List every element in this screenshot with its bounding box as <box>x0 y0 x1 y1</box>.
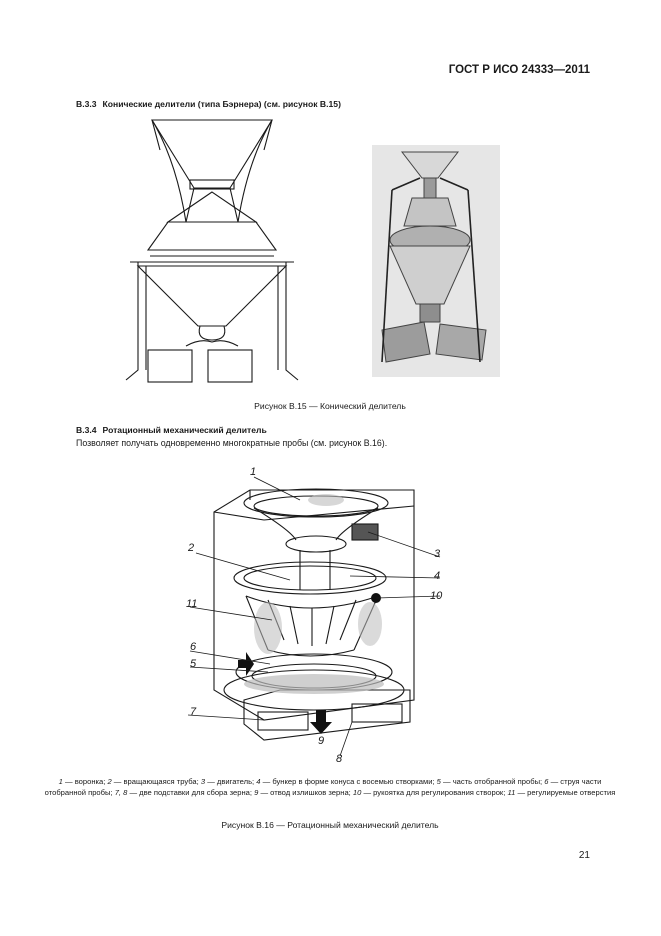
figure-b15-caption: Рисунок В.15 — Конический делитель <box>254 401 406 411</box>
legend-item <box>254 788 353 797</box>
section-b34-number: В.3.4 <box>76 425 97 435</box>
label-8: 8 <box>336 753 343 765</box>
section-b33-title: Конические делители (типа Бэрнера) (см. рисунок В.15) <box>102 99 341 109</box>
legend-item-text: — воронка; <box>62 777 108 786</box>
legend-item-number: 9 <box>254 788 259 797</box>
label-7: 7 <box>190 706 197 718</box>
label-10: 10 <box>430 590 443 602</box>
legend-item-text: — две подставки для сбора зерна; <box>127 788 255 797</box>
legend-item-text: — вращающаяся труба; <box>111 777 201 786</box>
label-9: 9 <box>318 735 325 747</box>
figure-b16-legend <box>44 776 616 798</box>
legend-item-number: 4 <box>256 777 261 786</box>
legend-item-number: 6 <box>544 777 549 786</box>
legend-item-number: 11 <box>507 788 516 797</box>
section-b34-title: Ротационный механический делитель <box>102 425 267 435</box>
legend-item-text: — отвод излишков зерна; <box>258 788 353 797</box>
legend-item-number: 5 <box>436 777 441 786</box>
legend-item <box>437 777 545 786</box>
legend-item-text: — бункер в форме конуса с восемью створками; <box>260 777 437 786</box>
legend-item-number: 2 <box>107 777 112 786</box>
legend-item-text: — регулируемые отверстия <box>515 788 616 797</box>
label-6: 6 <box>190 641 197 653</box>
legend-item-number: 1 <box>58 777 63 786</box>
legend-item <box>115 788 254 797</box>
section-b33-number: В.3.3 <box>76 99 97 109</box>
legend-item <box>353 788 508 797</box>
legend-item <box>107 777 200 786</box>
legend-item-number: 7, 8 <box>114 788 128 797</box>
label-2: 2 <box>188 542 195 554</box>
label-3: 3 <box>434 548 441 560</box>
legend-item-number: 3 <box>200 777 206 786</box>
label-5: 5 <box>190 658 197 670</box>
legend-item-text: — часть отобранной пробы; <box>440 777 545 786</box>
label-4: 4 <box>434 570 441 582</box>
legend-item-text: — двигатель; <box>205 777 257 786</box>
label-11: 11 <box>186 598 198 610</box>
section-b34-text: Позволяет получать одновременно многократные пробы (см. рисунок В.16). <box>76 438 388 448</box>
legend-item <box>507 788 615 797</box>
legend-item-text: — рукоятка для регулирования створок; <box>361 788 508 797</box>
figure-b16-caption: Рисунок В.16 — Ротационный механический делитель <box>221 820 439 830</box>
legend-item-text: — струя части отобранной пробы; <box>44 777 602 797</box>
legend-item <box>256 777 436 786</box>
legend-item <box>59 777 108 786</box>
legend-item-number: 10 <box>352 788 362 797</box>
legend-item <box>201 777 256 786</box>
page-number: 21 <box>578 850 590 861</box>
standard-header: ГОСТ Р ИСО 24333—2011 <box>448 64 590 76</box>
label-1: 1 <box>250 466 257 478</box>
